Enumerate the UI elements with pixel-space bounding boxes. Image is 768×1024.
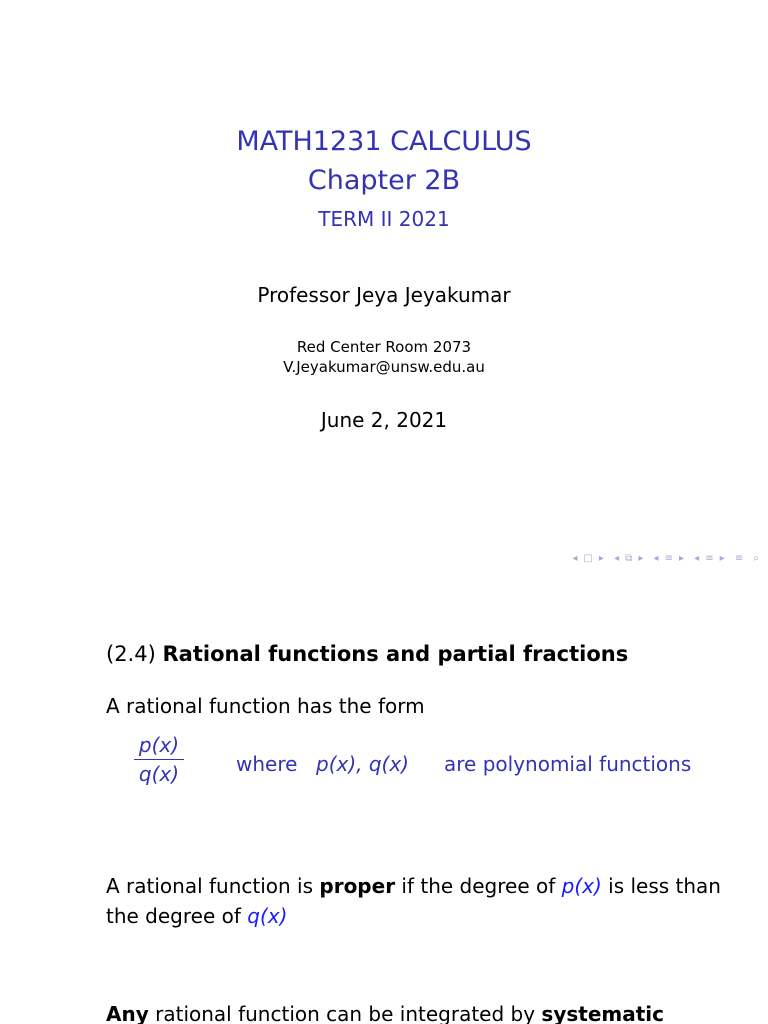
- section-title: Rational functions and partial fractions: [162, 642, 629, 666]
- fraction-denominator: q(x): [138, 762, 180, 786]
- rational-fraction: [134, 732, 184, 787]
- beamer-navigation-bar: [567, 553, 760, 564]
- office-room: Red Center Room 2073: [296, 338, 472, 356]
- section-number: (2.4): [106, 642, 156, 666]
- proper-term: proper: [319, 874, 396, 898]
- where-label: where: [236, 752, 298, 776]
- nav-left-arrow-icon[interactable]: ◂: [694, 553, 701, 564]
- px-expression: p(x): [561, 874, 602, 898]
- presentation-date: June 2, 2021: [320, 408, 448, 432]
- chapter-title: Chapter 2B: [307, 165, 461, 196]
- proper-definition-line2: the degree of q(x): [106, 904, 288, 928]
- polynomial-label: are polynomial functions: [444, 752, 692, 776]
- integration-statement: Any rational function can be integrated by systematic: [106, 1002, 664, 1024]
- nav-right-arrow-icon[interactable]: ▸: [638, 553, 645, 564]
- email-address: V.Jeyakumar@unsw.edu.au: [283, 358, 485, 376]
- nav-left-arrow-icon[interactable]: ◂: [653, 553, 660, 564]
- search-icon[interactable]: ⌕: [753, 553, 760, 564]
- section-icon[interactable]: ≡: [664, 553, 674, 564]
- qx-expression: q(x): [247, 904, 288, 928]
- author-name: Professor Jeya Jeyakumar: [257, 283, 511, 307]
- fraction-numerator: p(x): [138, 733, 180, 757]
- proper-definition-line1: A rational function is proper if the degree of p(x) is less than: [106, 874, 721, 898]
- align-icon[interactable]: ≡: [734, 553, 745, 564]
- any-term: Any: [106, 1002, 149, 1024]
- nav-right-arrow-icon[interactable]: ▸: [598, 553, 605, 564]
- systematic-term: systematic: [541, 1002, 664, 1024]
- section-list-icon[interactable]: ≡: [705, 553, 715, 564]
- content-slide: [0, 580, 768, 1024]
- intro-text: A rational function has the form: [106, 694, 425, 718]
- term-label: TERM II 2021: [318, 207, 450, 231]
- nav-right-arrow-icon[interactable]: ▸: [719, 553, 726, 564]
- section-heading: [106, 642, 628, 666]
- frame-icon[interactable]: □: [583, 553, 594, 564]
- nav-left-arrow-icon[interactable]: ◂: [614, 553, 621, 564]
- fraction-bar: [134, 759, 184, 760]
- course-title: MATH1231 CALCULUS: [236, 126, 532, 157]
- nav-right-arrow-icon[interactable]: ▸: [678, 553, 685, 564]
- subsection-icon[interactable]: ⧉: [625, 553, 634, 564]
- pq-expression: p(x), q(x): [316, 752, 409, 776]
- nav-left-arrow-icon[interactable]: ◂: [572, 553, 579, 564]
